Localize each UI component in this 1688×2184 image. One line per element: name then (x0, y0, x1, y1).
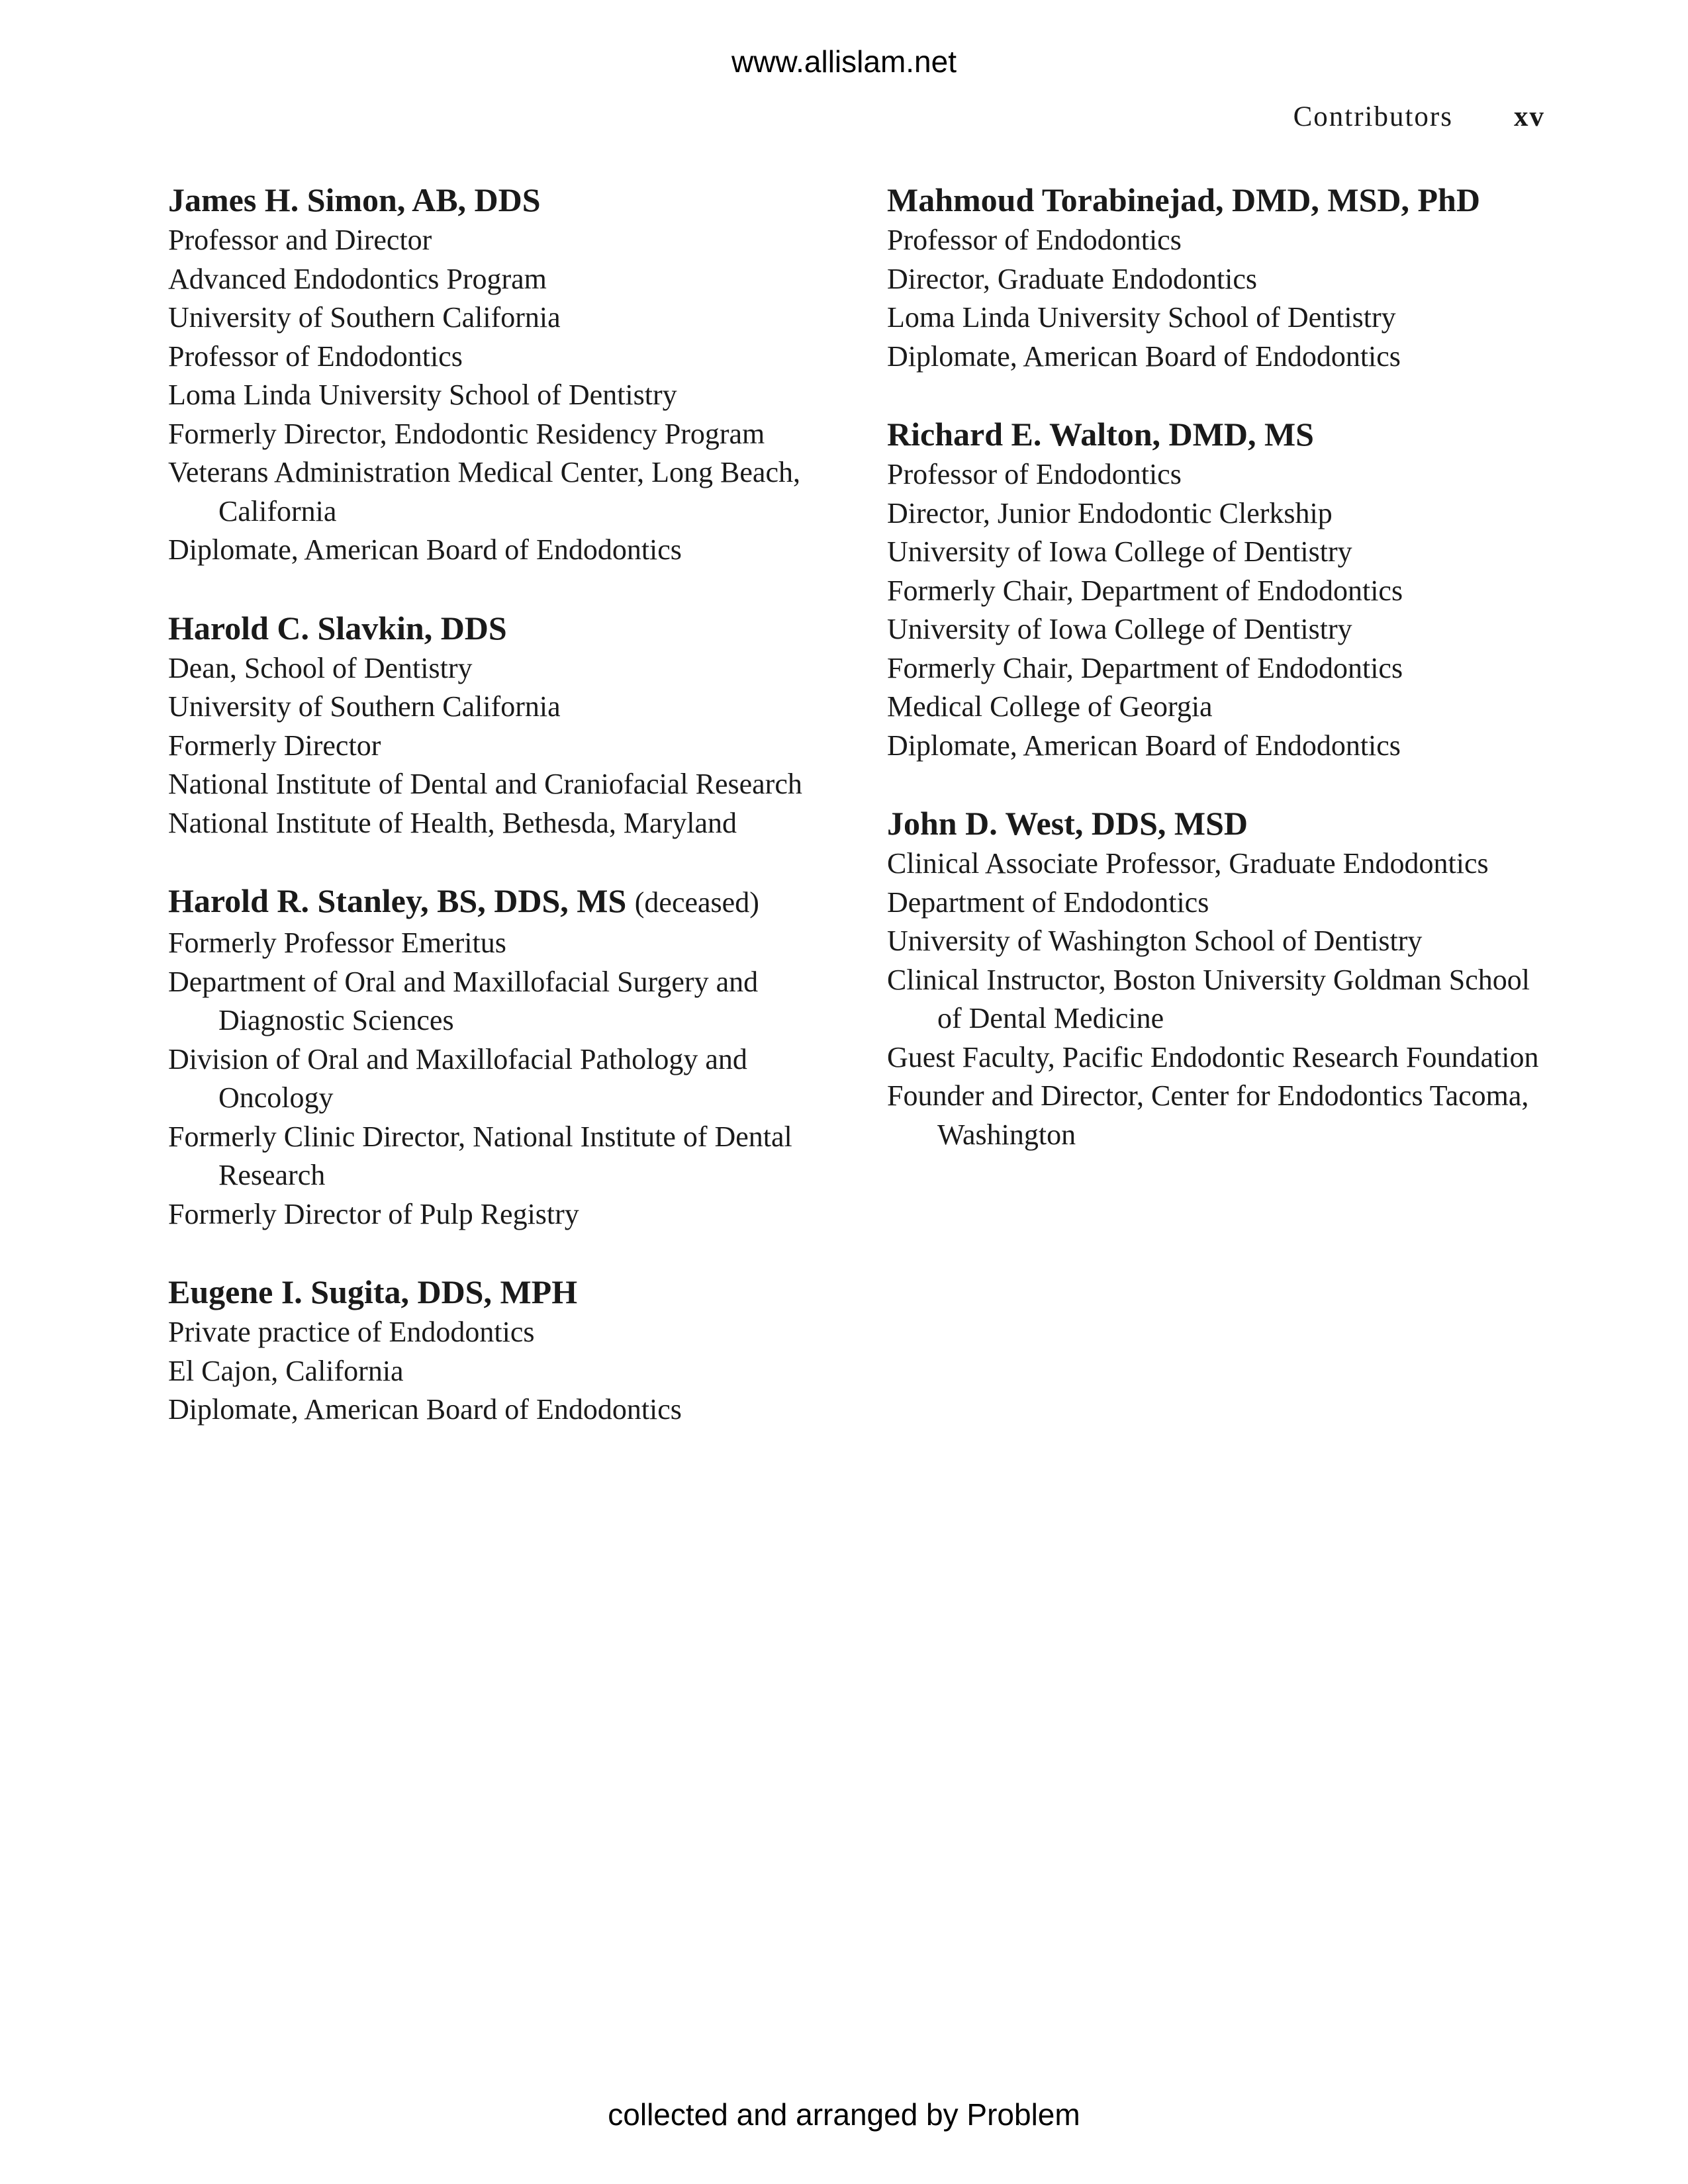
affiliation-line: Guest Faculty, Pacific Endodontic Research Foundation (887, 1040, 1539, 1073)
affiliation-line: Formerly Director of Pulp Registry (168, 1197, 579, 1230)
affiliation-line: Diplomate, American Board of Endodontics (887, 729, 1401, 762)
contributor-entry (168, 607, 850, 843)
affiliation-line: Division of Oral and Maxillofacial Pathology and Oncology (168, 1042, 747, 1114)
contributor-name-text: Eugene I. Sugita, DDS, MPH (168, 1273, 578, 1310)
contributor-name (168, 607, 850, 649)
contributor-entry (168, 880, 850, 1234)
affiliation-line: University of Southern California (168, 690, 561, 723)
affiliation-line: University of Washington School of Dentistry (887, 925, 1423, 957)
contributor-entry (887, 802, 1549, 1154)
affiliation-line: El Cajon, California (168, 1354, 404, 1387)
affiliation-line: National Institute of Dental and Craniofacial Research (168, 768, 802, 800)
contributor-note: (deceased) (634, 886, 759, 919)
contributor-name-text: Harold C. Slavkin, DDS (168, 609, 507, 647)
contributor-name (168, 179, 850, 221)
contributor-name (887, 413, 1549, 455)
left-column (168, 179, 850, 1467)
affiliation-line: Professor of Endodontics (887, 224, 1182, 256)
affiliation-line: University of Iowa College of Dentistry (887, 535, 1352, 568)
contributor-entry (887, 413, 1549, 765)
affiliation-line: Formerly Director, Endodontic Residency Program (168, 417, 765, 450)
affiliation-line: Medical College of Georgia (887, 690, 1213, 723)
affiliation-line: Loma Linda University School of Dentistry (887, 301, 1396, 334)
contributor-name-text: Harold R. Stanley, BS, DDS, MS (168, 882, 627, 919)
affiliation-line: Clinical Instructor, Boston University Goldman School of Dental Medicine (887, 963, 1530, 1034)
right-column (887, 179, 1549, 1191)
contributor-name-text: Mahmoud Torabinejad, DMD, MSD, PhD (887, 181, 1480, 218)
contributor-entry (887, 179, 1549, 376)
contributor-name-text: Richard E. Walton, DMD, MS (887, 416, 1314, 453)
affiliation-line: Diplomate, American Board of Endodontics (168, 533, 682, 566)
affiliation-line: Professor and Director (168, 224, 432, 256)
affiliation-line: Dean, School of Dentistry (168, 651, 473, 684)
affiliation-line: Formerly Director (168, 729, 381, 762)
affiliation-line: Formerly Chair, Department of Endodontics (887, 651, 1403, 684)
contributor-name-text: John D. West, DDS, MSD (887, 805, 1248, 842)
contributor-entry (168, 1271, 850, 1430)
affiliation-line: University of Iowa College of Dentistry (887, 613, 1352, 645)
affiliation-line: Professor of Endodontics (168, 340, 463, 373)
affiliation-line: Professor of Endodontics (887, 458, 1182, 490)
affiliation-line: Director, Junior Endodontic Clerkship (887, 496, 1333, 529)
affiliation-line: Founder and Director, Center for Endodontics Tacoma, Washington (887, 1079, 1529, 1151)
affiliation-line: Diplomate, American Board of Endodontics (887, 340, 1401, 373)
affiliation-line: Formerly Chair, Department of Endodontics (887, 574, 1403, 607)
watermark-top: www.allislam.net (731, 44, 957, 79)
affiliation-line: Loma Linda University School of Dentistry (168, 379, 677, 411)
contributor-name (168, 1271, 850, 1313)
affiliation-line: Department of Endodontics (887, 886, 1209, 919)
affiliation-line: University of Southern California (168, 301, 561, 334)
affiliation-line: Formerly Professor Emeritus (168, 927, 506, 959)
affiliation-line: Private practice of Endodontics (168, 1316, 535, 1348)
affiliation-line: National Institute of Health, Bethesda, Maryland (168, 806, 737, 839)
page-number: xv (1514, 101, 1545, 132)
contributor-name-text: James H. Simon, AB, DDS (168, 181, 541, 218)
affiliation-line: Diplomate, American Board of Endodontics (168, 1393, 682, 1426)
contributor-name (887, 179, 1549, 221)
running-head (1293, 101, 1545, 133)
contributor-entry (168, 179, 850, 570)
affiliation-line: Formerly Clinic Director, National Institute of Dental Research (168, 1120, 792, 1191)
affiliation-line: Department of Oral and Maxillofacial Surgery and Diagnostic Sciences (168, 965, 759, 1036)
affiliation-line: Clinical Associate Professor, Graduate Endodontics (887, 847, 1489, 880)
affiliation-line: Director, Graduate Endodontics (887, 262, 1258, 295)
contributor-name (168, 880, 850, 924)
affiliation-line: Advanced Endodontics Program (168, 262, 547, 295)
affiliation-line: Veterans Administration Medical Center, Long Beach, California (168, 456, 800, 527)
watermark-bottom: collected and arranged by Problem (608, 2097, 1080, 2132)
running-head-title: Contributors (1293, 101, 1453, 132)
contributor-name (887, 802, 1549, 844)
